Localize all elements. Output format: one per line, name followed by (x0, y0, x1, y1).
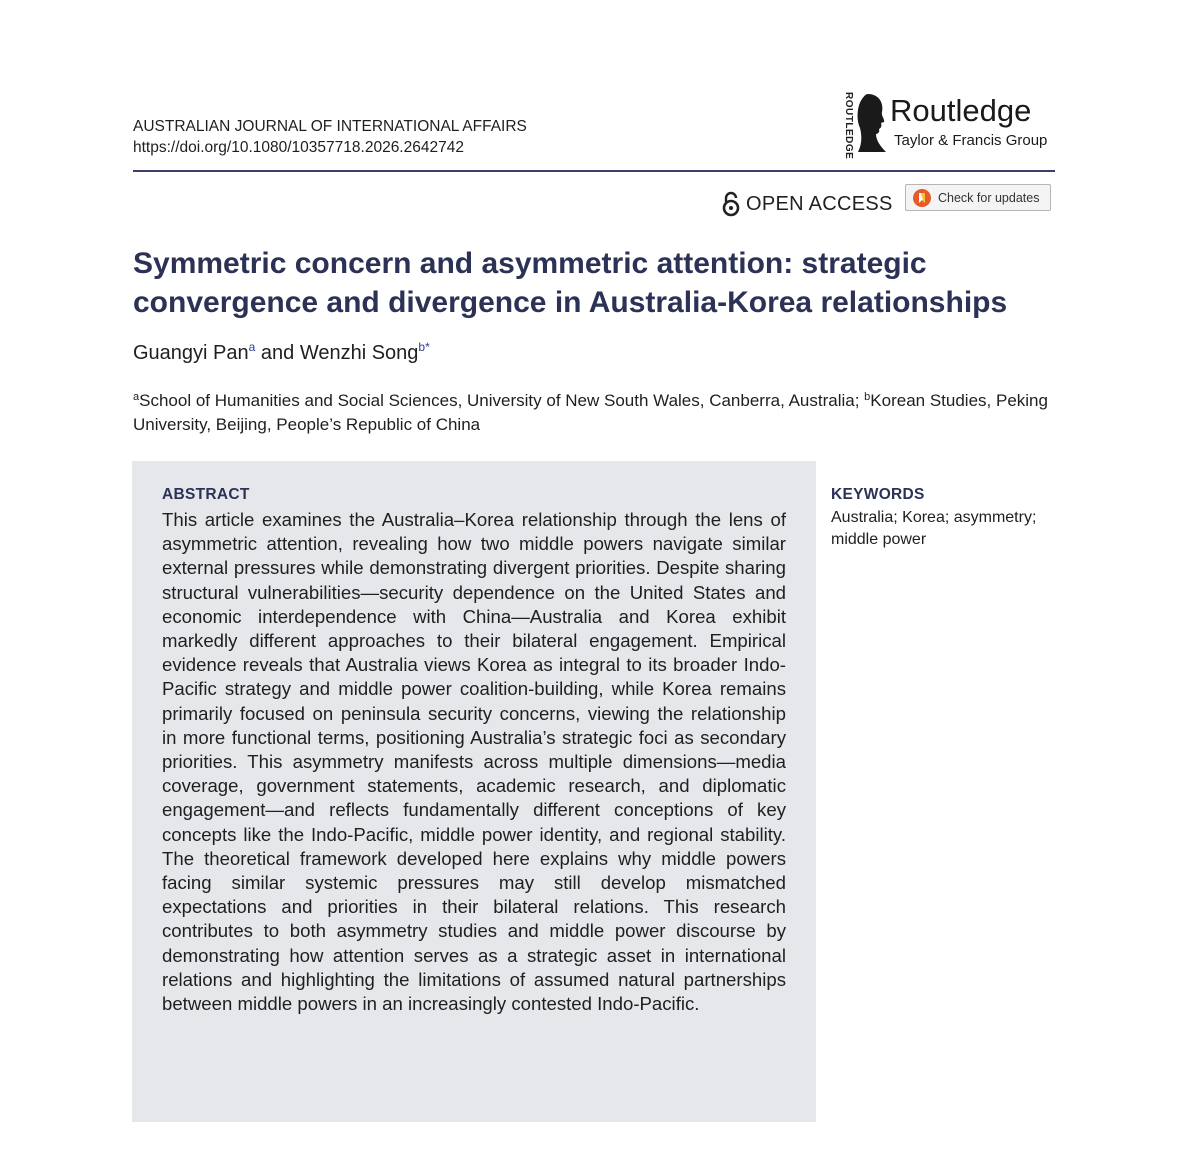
abstract-text: This article examines the Australia–Korea relationship through the lens of asymmetric attention, revealing how two middle powers navigate similar external pressures while demonstrating divergent priorities. Despite sharing structural vulnerabilities—security dependence on the United States and economic interdependence with China—Australia and Korea exhibit markedly different approaches to their bilateral engagement. Empirical evidence reveals that Australia views Korea as integral to its broader Indo-Pacific strategy and middle power coalition-building, while Korea remains primarily focused on peninsula security concerns, viewing the relationship in more functional terms, positioning Australia’s strategic foci as secondary priorities. This asymmetry manifests across multiple dimensions—media coverage, government statements, academic research, and diplomatic engagement—and reflects fundamentally different conceptions of key concepts like the Indo-Pacific, middle power identity, and regional stability. The theoretical framework developed here explains why middle powers facing similar systemic pressures may still develop mismatched expectations and priorities in their bilateral relations. This research contributes to both asymmetry studies and middle power discourse by demonstrating how attention serves as a strategic asset in international relations and highlighting the limitations of assumed natural partnerships between middle powers in an increasingly contested Indo-Pacific. (162, 509, 786, 1015)
journal-header (133, 116, 527, 158)
open-access-label: OPEN ACCESS (746, 192, 893, 215)
crossmark-icon (912, 188, 932, 208)
affiliations (133, 385, 1053, 437)
header-rule (133, 170, 1055, 172)
article-title: Symmetric concern and asymmetric attention: strategic convergence and divergence in Australia-Korea relationships (133, 247, 1008, 319)
publisher-logo[interactable] (838, 92, 1058, 158)
affil-mark: a (133, 391, 140, 403)
keywords-text: Australia; Korea; asymmetry; middle power (831, 509, 1037, 548)
affil-text: Korean Studies, Peking University, Beijing, People’s Republic of China (133, 391, 1048, 434)
author-joiner: and (260, 342, 295, 364)
affil-text: School of Humanities and Social Sciences, University of New South Wales, Canberra, Australia; (139, 391, 865, 410)
author-list (133, 340, 430, 365)
author-affil-mark[interactable]: a (248, 340, 256, 354)
publisher-side-label: ROUTLEDGE (843, 92, 854, 160)
journal-name: AUSTRALIAN JOURNAL OF INTERNATIONAL AFFAIRS (133, 118, 527, 135)
open-lock-icon (722, 191, 740, 217)
check-for-updates-button[interactable] (905, 184, 1051, 211)
routledge-head-icon (854, 92, 888, 154)
abstract-heading: ABSTRACT (162, 486, 250, 503)
keywords-heading: KEYWORDS (831, 486, 925, 503)
author-name[interactable]: Guangyi Pan (133, 342, 249, 364)
affil-mark: b (864, 391, 871, 403)
abstract-box (132, 461, 816, 1122)
publisher-group: Taylor & Francis Group (894, 132, 1048, 149)
check-for-updates-label: Check for updates (938, 190, 1040, 205)
publisher-name: Routledge (890, 93, 1032, 128)
open-access-badge (722, 191, 893, 217)
doi-link[interactable]: https://doi.org/10.1080/10357718.2026.2642742 (133, 139, 464, 156)
author-name[interactable]: Wenzhi Song (299, 342, 419, 364)
author-affil-mark[interactable]: b* (418, 340, 430, 354)
